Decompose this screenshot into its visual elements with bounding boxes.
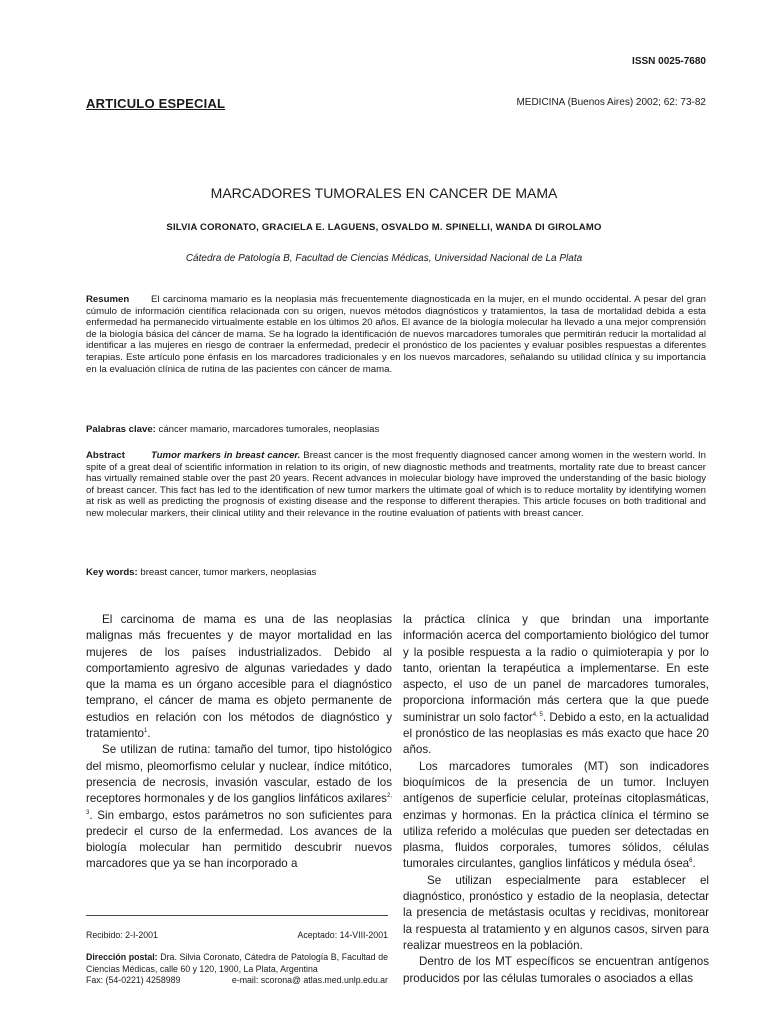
footnote-divider — [86, 915, 388, 916]
citation-ref: 2, 3 — [86, 793, 392, 816]
paragraph: Los marcadores tumorales (MT) son indicadores bioquímicos de la presencia de un tumor. Incluyen antígenos de superficie celular, proteínas citoplasmáticas, enzimas y hormonas. En la práctica clínica el término se utiliza referido a moléculas que pueden ser detectadas en plasma, fluidos corporales, tumores sólidos, células tumorales circulantes, ganglios linfáticos y médula ósea$^6$. — [403, 759, 709, 871]
postal-address — [86, 952, 388, 975]
citation-ref: 4, 5 — [532, 711, 543, 718]
affiliation: Cátedra de Patología B, Facultad de Ciencias Médicas, Universidad Nacional de La Plata — [185, 253, 583, 264]
keywords-text: breast cancer, tumor markers, neoplasias — [140, 567, 317, 578]
section-label: ARTICULO ESPECIAL — [86, 96, 226, 111]
keywords-label: Key words: — [86, 567, 138, 578]
footnote-dates — [86, 930, 388, 942]
address-label: Dirección postal: — [86, 952, 158, 962]
body-column-2 — [403, 612, 709, 987]
paragraph: Se utilizan especialmente para establecer el diagnóstico, pronóstico y estadio de la neoplasia, detectar la presencia de metástasis ocultas y recidivas, monitorear la respuesta al tratamiento y en algunos casos, sirven para realizar muestreos en la población. — [403, 873, 709, 952]
paragraph: la práctica clínica y que brindan una importante información acerca del comportamiento biológico del tumor y la posible respuesta a la radio o quimioterapia y por lo tanto, orientan la terapéutica a implementarse. En este aspecto, el uso de un panel de marcadores tumorales, proporciona información más certera que la que puede suministrar un solo factor$^{4, 5}$. Debido a esto, en la actualidad el pronóstico de las neoplasias es más exacto que hace 20 años. — [403, 613, 709, 757]
resumen-label: Resumen — [86, 294, 130, 305]
abstract-label: Abstract — [86, 450, 125, 461]
key-words — [86, 567, 706, 579]
resumen-text: El carcinoma mamario es la neoplasia más frecuentemente diagnosticada en la mujer, en el mundo occidental. A pesar del gran cúmulo de información científica relacionada con su origen, nuevos métodos diagnósticos y tratamientos, la tasa de mortalidad debida a esta enfermedad ha permanecido virtualmente estable en los últimos 20 años. El avance de la biología molecular ha llevado a una mejor comprensión de la biología básica del cáncer de mama. Se ha logrado la identificación de nuevos marcadores tumorales que permitirán reducir la mortalidad al identificar a las mujeres en riesgo de contraer la enfermedad, predecir el pronóstico de los pacientes y evaluar posibles respuestas a diferentes terapias. Este artículo pone énfasis en los marcadores tradicionales y en los nuevos marcadores, señalando su utilidad clínica y su importancia en la evaluación clínica de rutina de las pacientes con cáncer de mama. — [86, 294, 706, 375]
accepted-date: Aceptado: 14-VIII-2001 — [297, 930, 388, 940]
paragraph: El carcinoma de mama es una de las neoplasias malignas más frecuentes y de mayor mortalidad en las mujeres de los países industrializados. Debido al comportamiento agresivo de algunas variedades y dado que la mama es un órgano accesible para el diagnóstico temprano, el cáncer de mama es objeto permanente de estudios en relación con los métodos de diagnóstico y tratamiento$^1$. — [86, 613, 392, 741]
received-date: Recibido: 2-I-2001 — [86, 930, 158, 940]
contact-line — [86, 975, 388, 987]
citation-ref: 1 — [144, 728, 148, 735]
resumen-block — [86, 294, 706, 375]
authors: SILVIA CORONATO, GRACIELA E. LAGUENS, OSVALDO M. SPINELLI, WANDA DI GIROLAMO — [166, 222, 602, 233]
journal-citation: MEDICINA (Buenos Aires) 2002; 62: 73-82 — [516, 97, 706, 108]
abstract-title: Tumor markers in breast cancer. — [151, 450, 301, 461]
citation-ref: 6 — [689, 858, 693, 865]
paragraph: Se utilizan de rutina: tamaño del tumor, tipo histológico del mismo, pleomorfismo celular y nuclear, índice mitótico, presencia de necrosis, invasión vascular, estado de los receptores hormonales y de los ganglios linfáticos axilares$^{2, 3}$. Sin embargo, estos parámetros no son suficientes para predecir el curso de la enfermedad. Los avances de la biología molecular han permitido descubrir nuevos marcadores que ya se han incorporado a — [86, 743, 392, 871]
article-title: MARCADORES TUMORALES EN CANCER DE MAMA — [210, 185, 558, 201]
body-column-1 — [86, 612, 392, 873]
palabras-label: Palabras clave: — [86, 424, 156, 435]
issn: ISSN 0025-7680 — [632, 56, 706, 67]
email: e-mail: scorona@ atlas.med.unlp.edu.ar — [231, 975, 388, 985]
abstract-block — [86, 450, 706, 520]
paragraph: Dentro de los MT específicos se encuentran antígenos producidos por las células tumorales o asociados a ellas — [403, 955, 709, 985]
palabras-clave — [86, 424, 706, 436]
abstract-text: Breast cancer is the most frequently diagnosed cancer among women in the western world. In spite of a great deal of scientific information in relation to its origin, of new diagnostic methods and treatments, mortality rate due to breast cancer has virtually remained stable over the past 20 years. Recent advances in molecular biology have improved the understanding of the basic biology of breast cancer. This fact has led to the identification of new tumor markers the ultimate goal of which is to reduce mortality by identifying women at risk as well as predicting the prognosis of existing disease and the response to different therapies. This article focuses on both traditional and new molecular markers, their clinical utility and their relevance in the routine evaluation of patients with breast cancer. — [86, 450, 706, 519]
palabras-text: cáncer mamario, marcadores tumorales, neoplasias — [158, 424, 380, 435]
fax: Fax: (54-0221) 4258989 — [86, 975, 181, 985]
address-text: Dra. Silvia Coronato, Cátedra de Patología B, Facultad de Ciencias Médicas, calle 60 y 120, 1900, La Plata, Argentina — [86, 952, 388, 974]
